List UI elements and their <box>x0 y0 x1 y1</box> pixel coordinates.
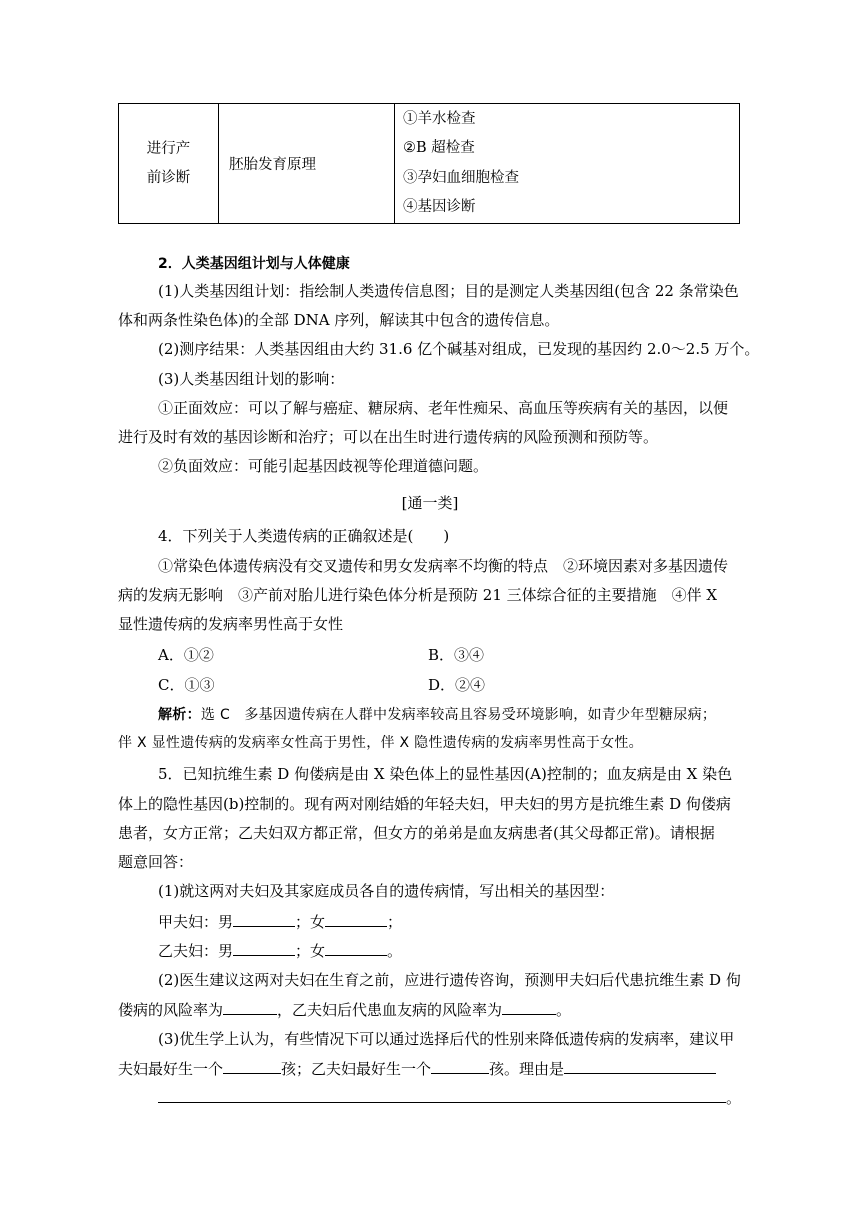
label-text: 偻病的风险率为 <box>118 1001 224 1019</box>
method-item: ③孕妇血细胞检查 <box>403 169 519 186</box>
answer-tag: 解析： <box>158 707 201 723</box>
method-item: ②B 超检查 <box>403 140 475 156</box>
genotype-line-jia <box>158 911 402 932</box>
answer-blank[interactable] <box>223 999 277 1015</box>
label-text: ，乙夫妇后代患血友病的风险率为 <box>277 1001 503 1019</box>
table-category-line2: 前诊断 <box>146 169 191 186</box>
paragraph-line: ①正面效应：可以了解与癌症、糖尿病、老年性痴呆、高血压等疾病有关的基因，以便 <box>158 399 729 417</box>
label-text: 。 <box>726 1089 742 1107</box>
answer-blank[interactable] <box>233 940 295 956</box>
sub-question-line <box>118 999 571 1020</box>
option-b: B．③④ <box>428 646 485 664</box>
question-line: 体上的隐性基因(b)控制的。现有两对刚结婚的年轻夫妇，甲夫妇的男方是抗维生素 D 佝偻病 <box>118 795 731 813</box>
table-cell-category <box>119 104 219 224</box>
label-text: ；女 <box>295 942 326 960</box>
answer-blank[interactable] <box>431 1058 489 1074</box>
answer-explanation-line: 伴 X 显性遗传病的发病率女性高于男性，伴 X 隐性遗传病的发病率男性高于女性。 <box>118 735 643 751</box>
question-line: 5．已知抗维生素 D 佝偻病是由 X 染色体上的显性基因(A)控制的；血友病是由 X 染色 <box>158 765 733 783</box>
paragraph-line: (1)人类基因组计划：指绘制人类遗传信息图；目的是测定人类基因组(包含 22 条常染色 <box>158 282 739 300</box>
question-line: ①常染色体遗传病没有交叉遗传和男女发病率不均衡的特点 ②环境因素对多基因遗传 <box>158 557 729 575</box>
answer-blank[interactable] <box>158 1087 726 1103</box>
sub-question: (1)就这两对夫妇及其家庭成员各自的遗传病情，写出相关的基因型： <box>158 882 615 900</box>
prenatal-diagnosis-table <box>118 103 740 224</box>
table-cell-methods <box>395 104 740 224</box>
sub-question: (2)医生建议这两对夫妇在生育之前，应进行遗传咨询，预测甲夫妇后代患抗维生素 D 佝 <box>158 971 741 989</box>
option-d: D．②④ <box>428 676 486 694</box>
paragraph-line: ②负面效应：可能引起基因歧视等伦理道德问题。 <box>158 457 489 475</box>
sub-question: (3)优生学上认为，有些情况下可以通过选择后代的性别来降低遗传病的发病率，建议甲 <box>158 1030 735 1048</box>
question-stem: 4．下列关于人类遗传病的正确叙述是( ) <box>158 527 450 545</box>
label-text: 孩；乙夫妇最好生一个 <box>281 1060 432 1078</box>
answer-blank[interactable] <box>325 940 387 956</box>
table-category-line1: 进行产 <box>146 140 191 157</box>
label-text: 孩。理由是 <box>489 1060 565 1078</box>
answer-blank[interactable] <box>233 911 295 927</box>
sub-question-line <box>158 1087 741 1108</box>
paragraph-line: 进行及时有效的基因诊断和治疗；可以在出生时进行遗传病的风险预测和预防等。 <box>118 428 659 446</box>
method-item: ①羊水检查 <box>403 110 476 127</box>
label-text: 甲夫妇：男 <box>158 913 234 931</box>
method-item: ④基因诊断 <box>403 199 476 215</box>
option-a: A．①② <box>158 646 214 664</box>
label-text: 乙夫妇：男 <box>158 942 234 960</box>
paragraph-line: (3)人类基因组计划的影响： <box>158 370 345 388</box>
answer-blank[interactable] <box>502 999 556 1015</box>
question-line: 患者，女方正常；乙夫妇双方都正常，但女方的弟弟是血友病患者(其父母都正常)。请根据 <box>118 824 715 842</box>
answer-blank[interactable] <box>223 1058 281 1074</box>
label-text: 。 <box>556 1001 572 1019</box>
section-heading: 2．人类基因组计划与人体健康 <box>158 256 350 272</box>
answer-explanation-line <box>158 705 716 725</box>
sub-question-line <box>118 1058 716 1079</box>
answer-text: 选 C 多基因遗传病在人群中发病率较高且容易受环境影响，如青少年型糖尿病； <box>200 707 717 723</box>
paragraph-line: 体和两条性染色体)的全部 DNA 序列，解读其中包含的遗传信息。 <box>118 311 560 329</box>
paragraph-line: (2)测序结果：人类基因组由大约 31.6 亿个碱基对组成，已发现的基因约 2.0～2.5 万个。 <box>158 340 760 358</box>
label-text: 。 <box>387 942 403 960</box>
answer-blank[interactable] <box>325 911 387 927</box>
subsection-title: [通一类] <box>401 494 459 512</box>
label-text: ；女 <box>295 913 326 931</box>
answer-blank[interactable] <box>564 1058 716 1074</box>
label-text: ； <box>387 913 403 931</box>
genotype-line-yi <box>158 940 402 961</box>
table-cell-principle: 胚胎发育原理 <box>219 104 395 224</box>
option-c: C．①③ <box>158 676 215 694</box>
question-line: 显性遗传病的发病率男性高于女性 <box>118 615 344 633</box>
label-text: 夫妇最好生一个 <box>118 1060 224 1078</box>
question-line: 题意回答： <box>118 853 194 871</box>
question-line: 病的发病无影响 ③产前对胎儿进行染色体分析是预防 21 三体综合征的主要措施 ④伴 X <box>118 586 718 604</box>
